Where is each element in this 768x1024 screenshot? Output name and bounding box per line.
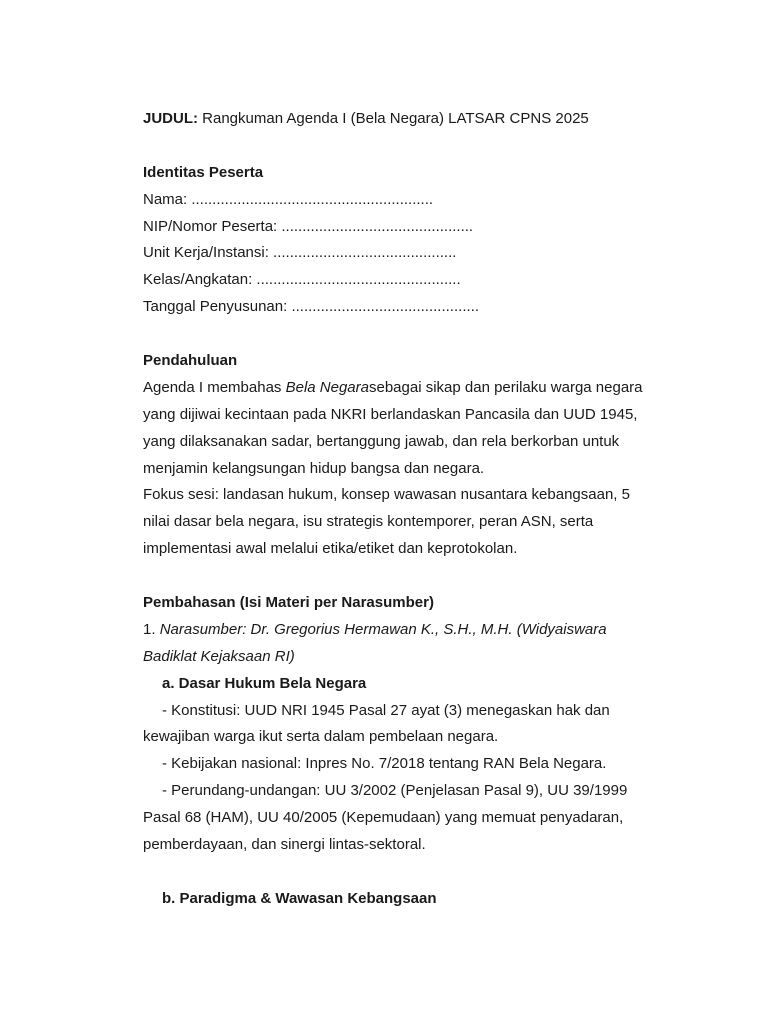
document-title — [143, 106, 663, 133]
pendahuluan-paragraph-line: menjamin kelangsungan hidup bangsa dan negara. — [143, 459, 485, 477]
title-text: Rangkuman Agenda I (Bela Negara) LATSAR CPNS 2025 — [198, 110, 589, 127]
spacer — [143, 859, 663, 886]
subheading-paradigma: b. Paradigma & Wawasan Kebangsaan — [162, 889, 437, 907]
p1-lead: Agenda I membahas — [143, 378, 286, 396]
fokus-sesi-line: Fokus sesi: landasan hukum, konsep wawasan nusantara kebangsaan, 5 — [143, 486, 630, 504]
pendahuluan-paragraph-line: yang dijiwai kecintaan pada NKRI berlandaskan Pancasila dan UUD 1945, — [143, 405, 638, 423]
p1-italic: Bela Negara — [285, 378, 369, 396]
field-tanggal: Tanggal Penyusunan: ............................................. — [143, 298, 479, 316]
spacer — [143, 563, 663, 590]
identitas-heading: Identitas Peserta — [143, 163, 264, 181]
title-label: JUDUL: — [143, 110, 198, 127]
subheading-dasar-hukum: a. Dasar Hukum Bela Negara — [162, 674, 367, 692]
spacer — [143, 133, 663, 160]
fokus-sesi-line: implementasi awal melalui etika/etiket dan keprotokolan. — [143, 540, 518, 558]
pendahuluan-paragraph-line — [143, 375, 663, 402]
bullet-perundangan-cont: Pasal 68 (HAM), UU 40/2005 (Kepemudaan) yang memuat penyadaran, — [143, 809, 624, 827]
bullet-perundangan: - Perundang-undangan: UU 3/2002 (Penjelasan Pasal 9), UU 39/1999 — [162, 782, 628, 800]
narasumber-name: Narasumber: Dr. Gregorius Hermawan K., S.H., M.H. (Widyaiswara — [159, 620, 607, 638]
spacer — [143, 321, 663, 348]
field-nip: NIP/Nomor Peserta: .............................................. — [143, 217, 474, 235]
list-number: 1. — [143, 620, 160, 638]
field-nama: Nama: .......................................................... — [143, 190, 434, 208]
pendahuluan-paragraph-line: yang dilaksanakan sadar, bertanggung jawab, dan rela berkorban untuk — [143, 432, 620, 450]
p1-rest: sebagai sikap dan perilaku warga negara — [368, 378, 643, 396]
document-page — [143, 106, 663, 913]
field-unit-kerja: Unit Kerja/Instansi: ............................................ — [143, 244, 457, 262]
bullet-perundangan-cont: pemberdayaan, dan sinergi lintas-sektoral. — [143, 836, 426, 854]
bullet-konstitusi-cont: kewajiban warga ikut serta dalam pembelaan negara. — [143, 728, 499, 746]
narasumber-line — [143, 617, 663, 644]
field-kelas: Kelas/Angkatan: ................................................. — [143, 271, 461, 289]
fokus-sesi-line: nilai dasar bela negara, isu strategis kontemporer, peran ASN, serta — [143, 513, 594, 531]
bullet-kebijakan: - Kebijakan nasional: Inpres No. 7/2018 tentang RAN Bela Negara. — [162, 755, 607, 773]
pembahasan-heading: Pembahasan (Isi Materi per Narasumber) — [143, 594, 434, 612]
pendahuluan-heading: Pendahuluan — [143, 352, 238, 370]
bullet-konstitusi: - Konstitusi: UUD NRI 1945 Pasal 27 ayat (3) menegaskan hak dan — [162, 701, 610, 719]
narasumber-affiliation: Badiklat Kejaksaan RI) — [143, 647, 295, 665]
